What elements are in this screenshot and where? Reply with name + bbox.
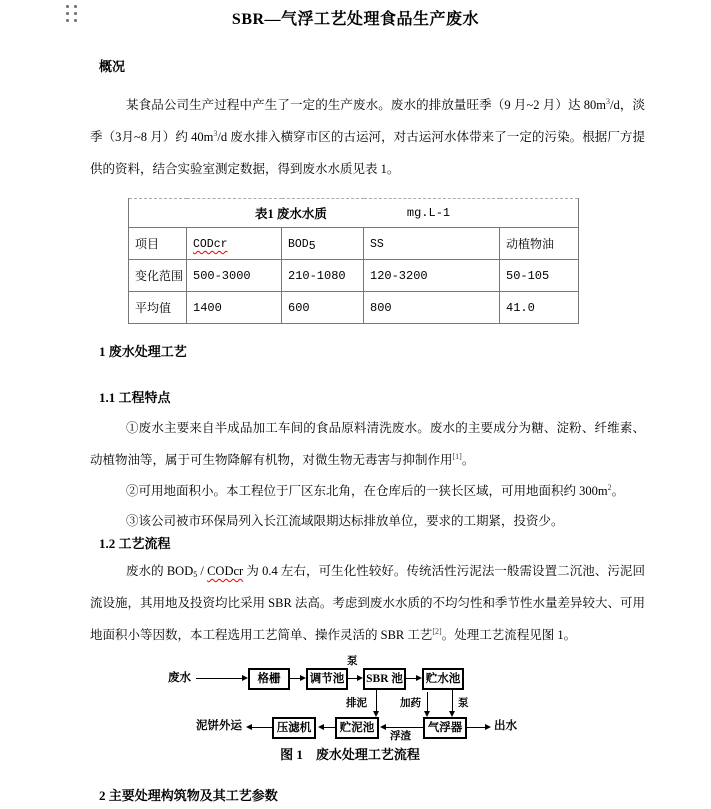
flow-arrow-line [290,678,300,679]
flow-arrow-line [427,692,428,711]
table-cell-bod [282,228,364,260]
table-title: 表1 废水水质 [255,207,327,221]
heading-section-1-1: 1.1 工程特点 [99,390,171,405]
row-label: 平均值 [129,292,187,324]
document-body [0,59,711,804]
intro-text: 某食品公司生产过程中产生了一定的生产废水。废水的排放量旺季（9 月~2 月）达 80m [126,98,607,112]
ss-label: SS [370,238,384,251]
process-paragraph [90,555,645,651]
table-header-row [129,228,579,260]
sbr-tank-box: SBR 池 [363,668,406,690]
sludge-cake-label: 泥饼外运 [196,720,242,732]
cod-label: CODcr [207,564,244,578]
table-cell-oil: 动植物油 [500,228,579,260]
reference-superscript: [2] [432,626,442,636]
intro-paragraph [90,89,645,185]
document-title: SBR—气浮工艺处理食品生产废水 [231,11,480,28]
flow-arrow-line [467,727,485,728]
heading-section-1-2: 1.2 工艺流程 [99,536,171,551]
table-cell-ss [364,228,500,260]
body-text: 废水的 BOD [126,564,194,578]
row-label: 变化范围 [129,260,187,292]
table-unit: mg.L-1 [406,206,451,220]
avg-ss: 800 [364,292,500,324]
avg-oil: 41.0 [500,292,579,324]
flow-arrow-line [252,727,272,728]
flow-arrow-line [196,678,242,679]
cod-label: CODcr [193,238,228,251]
flow-arrow-line [348,678,357,679]
sludge-tank-box: 贮泥池 [335,717,379,739]
screen-box: 格栅 [248,668,290,690]
bod-subscript: 5 [308,240,316,253]
flotation-unit-box: 气浮器 [423,717,467,739]
flow-arrow-line [452,690,453,711]
superscript: 3 [606,96,611,106]
reference-superscript: [1] [452,451,462,461]
body-text: 。 [611,484,625,498]
intro-text: /d，淡季（3月~8 月）约 40m [90,98,645,144]
drag-handle-icon[interactable] [66,5,77,22]
equalization-tank-box: 调节池 [306,668,348,690]
sludge-discharge-label: 排泥 [346,698,367,709]
process-flow-diagram [90,656,645,762]
bod-subscript: 5 [193,570,198,579]
filter-press-box: 压滤机 [272,717,316,739]
heading-section-2: 2 主要处理构筑物及其工艺参数 [99,788,278,803]
body-text: ②可用地面积小。本工程位于厂区东北角，在仓库后的一狭长区域，可用地面积约 300m [126,484,608,498]
table-cell-item: 项目 [129,228,187,260]
pump-label: 泵 [458,698,469,709]
heading-section-1: 1 废水处理工艺 [99,344,187,359]
flow-arrow-line [324,727,335,728]
range-cod: 500-3000 [187,260,282,292]
flow-arrow-line [386,727,423,728]
avg-cod: 1400 [187,292,282,324]
body-text: 为 0.4 左右，可生化性较好。传统活性污泥法一般需设置二沉池、污泥回流设施，其用地及投资均比采用 SBR 法高。考虑到废水水质的不均匀性和季节性水量差异较大、可用地面积小等因数，本工程选用工艺简单、操作灵活的 SBR 工艺 [90,564,645,642]
table-cell-cod [187,228,282,260]
flow-arrow-head [485,724,491,730]
body-text: ①废水主要来自半成品加工车间的食品原料清洗废水。废水的主要成分为糖、淀粉、纤维素、动植物油等，属于可生物降解有机物，对微生物无毒害与抑制作用 [90,421,645,467]
range-bod: 210-1080 [282,260,364,292]
effluent-label: 出水 [494,720,517,732]
feature-paragraph-3: ③该公司被市环保局列入长江流域限期达标排放单位，要求的工期紧，投资少。 [126,514,564,528]
flow-arrow-line [406,678,416,679]
influent-label: 废水 [168,672,191,684]
flow-arrow-line [376,690,377,711]
table-row-range [129,260,579,292]
body-text: / [197,564,208,578]
body-text: 。处理工艺流程见图 1。 [441,628,577,642]
table-row-average [129,292,579,324]
bod-label: BOD [288,238,309,251]
superscript: 2 [607,482,612,492]
superscript: 3 [213,128,218,138]
dosing-label: 加药 [400,698,421,709]
intro-text: /d 废水排入横穿市区的古运河，对古运河水体带来了一定的污染。根据厂方提供的资料，结合实验室测定数据，得到废水水质见表 1。 [90,130,645,176]
pump-label: 泵 [347,656,358,667]
range-oil: 50-105 [500,260,579,292]
avg-bod: 600 [282,292,364,324]
feature-paragraph-1 [90,412,645,476]
table-caption-row [129,199,579,228]
heading-overview: 概况 [99,59,126,74]
storage-tank-box: 贮水池 [422,668,464,690]
water-quality-table [128,198,579,324]
figure-caption: 图 1 废水处理工艺流程 [280,747,420,762]
body-text: 。 [461,453,475,467]
scum-label: 浮渣 [390,731,411,742]
feature-paragraph-2 [90,476,645,506]
range-ss: 120-3200 [364,260,500,292]
